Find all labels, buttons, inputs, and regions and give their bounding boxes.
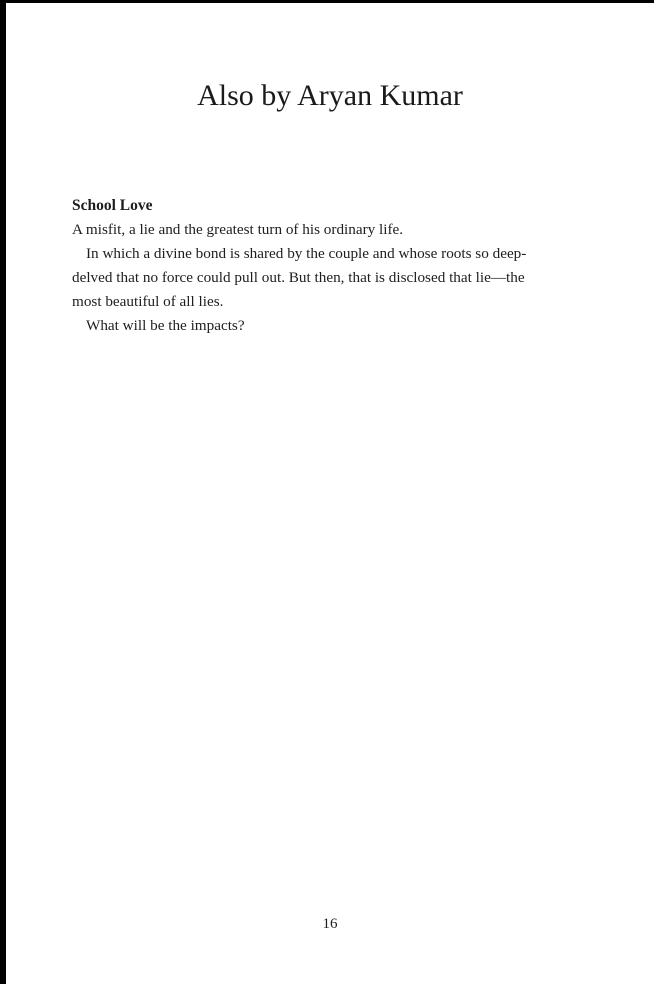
book-description: In which a divine bond is shared by the couple and whose roots so deep- delved that no force could pull out. But then, that is disclosed that lie—the most beautiful of all lies. [72,245,527,310]
book-entry [72,194,592,338]
book-page [6,3,654,984]
page-number: 16 [322,916,338,932]
page-title: Also by Aryan Kumar [197,79,463,112]
book-title: School Love [72,197,153,214]
book-tagline: A misfit, a lie and the greatest turn of his ordinary life. [72,221,404,238]
book-question: What will be the impacts? [86,317,245,334]
